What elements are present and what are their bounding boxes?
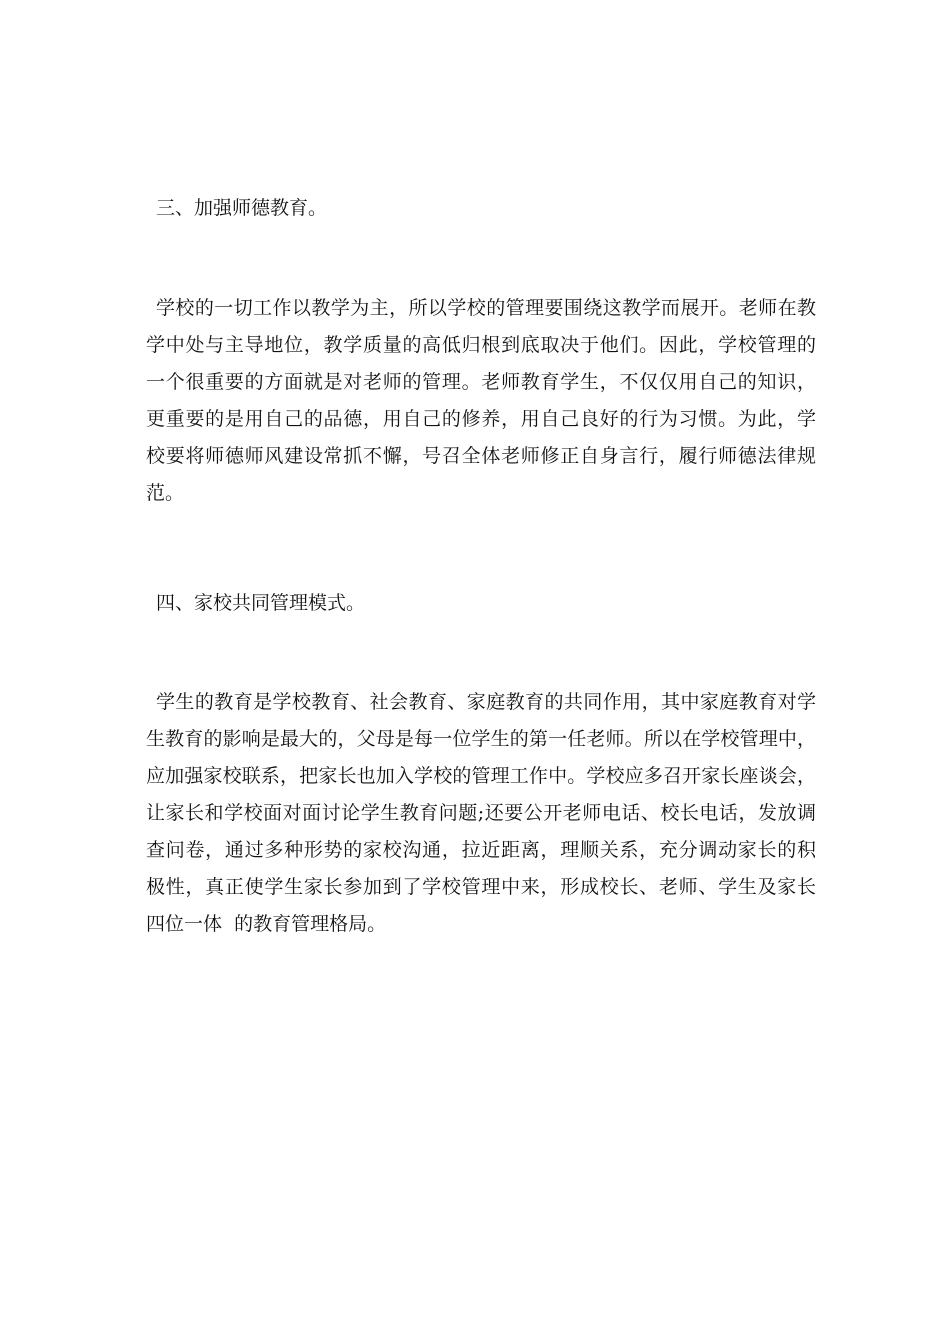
section-paragraph-4 xyxy=(146,684,816,943)
paragraph-line: 生教育的影响是最大的，父母是每一位学生的第一任老师。所以在学校管理中， xyxy=(146,728,816,750)
paragraph-line: 更重要的是用自己的品德，用自己的修养，用自己良好的行为习惯。为此，学 xyxy=(146,408,816,430)
paragraph-line: 应加强家校联系，把家长也加入学校的管理工作中。学校应多召开家长座谈会， xyxy=(146,765,816,787)
paragraph-line: 极性，真正使学生家长参加到了学校管理中来，形成校长、老师、学生及家长 xyxy=(146,876,816,898)
paragraph-line: 学中处与主导地位，教学质量的高低归根到底取决于他们。因此，学校管理的 xyxy=(146,334,816,356)
paragraph-line: 查问卷，通过多种形势的家校沟通，拉近距离，理顺关系，充分调动家长的积 xyxy=(146,839,816,861)
paragraph-line: 学生的教育是学校教育、社会教育、家庭教育的共同作用，其中家庭教育对学 xyxy=(156,691,816,713)
paragraph-line: 让家长和学校面对面讨论学生教育问题;还要公开老师电话、校长电话，发放调 xyxy=(146,802,816,824)
paragraph-line: 校要将师德师风建设常抓不懈，号召全体老师修正自身言行，履行师德法律规 xyxy=(146,445,816,467)
section-heading-3: 三、加强师德教育。 xyxy=(156,197,328,219)
paragraph-line: 学校的一切工作以教学为主，所以学校的管理要围绕这教学而展开。老师在教 xyxy=(156,297,816,319)
section-paragraph-3 xyxy=(146,290,816,512)
paragraph-line: 四位一体 的教育管理格局。 xyxy=(146,913,387,935)
paragraph-line: 一个很重要的方面就是对老师的管理。老师教育学生，不仅仅用自己的知识， xyxy=(146,371,816,393)
section-heading-4: 四、家校共同管理模式。 xyxy=(156,592,366,614)
paragraph-line: 范。 xyxy=(146,482,185,504)
